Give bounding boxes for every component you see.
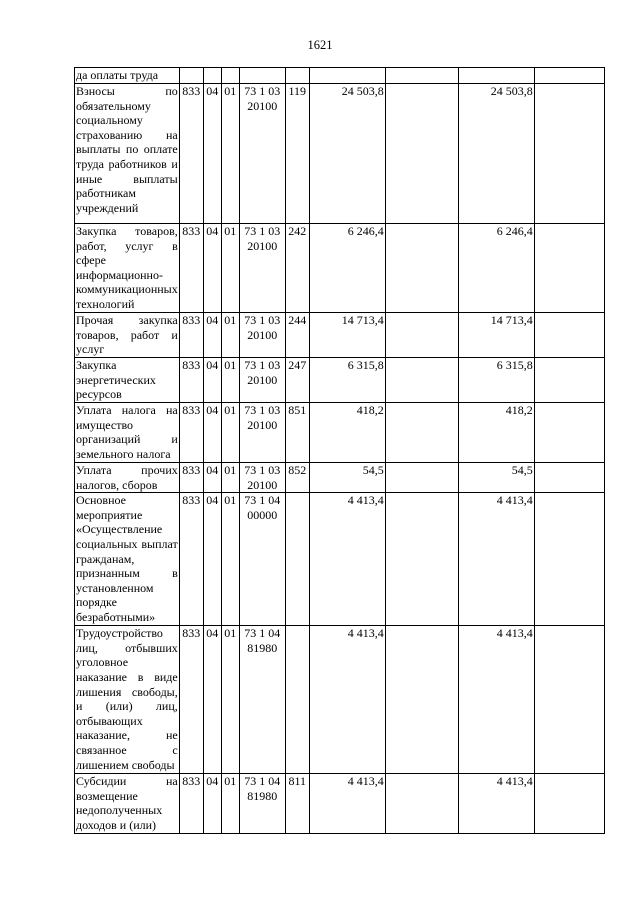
target-article-suffix: 81980	[247, 788, 278, 803]
amount-own: 418,2	[458, 403, 534, 463]
subsection-code: 01	[221, 626, 239, 774]
amount-subvention	[385, 626, 458, 774]
amount-own: 6 315,8	[458, 358, 534, 403]
section-code: 04	[203, 774, 221, 834]
ministry-code: 833	[179, 463, 203, 493]
ministry-code: 833	[179, 493, 203, 626]
target-article-code	[239, 68, 285, 84]
expense-type-code: 242	[285, 224, 309, 313]
amount-extra	[534, 463, 604, 493]
amount-subvention	[385, 358, 458, 403]
amount-subvention	[385, 68, 458, 84]
expense-type-code: 852	[285, 463, 309, 493]
expense-type-code: 244	[285, 313, 309, 358]
target-article-suffix: 20100	[247, 98, 278, 113]
target-article-suffix: 20100	[247, 327, 278, 342]
section-code: 04	[203, 313, 221, 358]
amount-subvention	[385, 463, 458, 493]
section-code: 04	[203, 358, 221, 403]
amount-extra	[534, 224, 604, 313]
table-row	[75, 626, 605, 774]
amount-subvention	[385, 774, 458, 834]
target-article-part: 73 1 03	[244, 224, 281, 238]
subsection-code: 01	[221, 313, 239, 358]
row-name: Субсидии на возмещение недополученных доходов и (или)	[76, 774, 178, 832]
target-article-code	[239, 224, 285, 313]
amount-subvention	[385, 84, 458, 224]
amount-total: 6 246,4	[309, 224, 385, 313]
target-article-suffix: 81980	[247, 640, 278, 655]
target-article-code	[239, 493, 285, 626]
amount-own	[458, 68, 534, 84]
row-name: Уплата прочих налогов, сборов	[76, 463, 178, 492]
subsection-code: 01	[221, 84, 239, 224]
row-name: Прочая закупка товаров, работ и услуг	[76, 313, 178, 357]
amount-subvention	[385, 313, 458, 358]
amount-extra	[534, 84, 604, 224]
amount-own: 4 413,4	[458, 774, 534, 834]
expense-type-code	[285, 626, 309, 774]
table-row	[75, 84, 605, 224]
section-code: 04	[203, 626, 221, 774]
target-article-part: 73 1 03	[244, 84, 281, 98]
amount-subvention	[385, 224, 458, 313]
target-article-part: 73 1 03	[244, 403, 281, 417]
budget-table	[74, 67, 605, 834]
section-code: 04	[203, 403, 221, 463]
ministry-code: 833	[179, 774, 203, 834]
amount-total: 54,5	[309, 463, 385, 493]
section-code	[203, 68, 221, 84]
ministry-code: 833	[179, 626, 203, 774]
section-code: 04	[203, 84, 221, 224]
table-row	[75, 358, 605, 403]
expense-type-code	[285, 493, 309, 626]
expense-type-code: 811	[285, 774, 309, 834]
amount-total: 4 413,4	[309, 626, 385, 774]
expense-type-code: 119	[285, 84, 309, 224]
expense-type-code	[285, 68, 309, 84]
subsection-code: 01	[221, 403, 239, 463]
target-article-suffix: 20100	[247, 477, 278, 492]
table-row	[75, 493, 605, 626]
amount-own: 14 713,4	[458, 313, 534, 358]
table-row	[75, 403, 605, 463]
target-article-code	[239, 313, 285, 358]
amount-subvention	[385, 403, 458, 463]
target-article-code	[239, 463, 285, 493]
table-row	[75, 313, 605, 358]
target-article-suffix: 00000	[247, 507, 278, 522]
section-code: 04	[203, 224, 221, 313]
amount-extra	[534, 774, 604, 834]
target-article-part: 73 1 03	[244, 313, 281, 327]
row-name: Основное мероприятие «Осуществление социальных выплат гражданам, признанным в установленном порядке безработными»	[76, 493, 178, 624]
target-article-code	[239, 84, 285, 224]
row-name: Уплата налога на имущество организаций и земельного налога	[76, 403, 178, 461]
target-article-suffix: 20100	[247, 417, 278, 432]
target-article-code	[239, 774, 285, 834]
amount-own: 6 246,4	[458, 224, 534, 313]
amount-total: 6 315,8	[309, 358, 385, 403]
amount-own: 24 503,8	[458, 84, 534, 224]
ministry-code: 833	[179, 358, 203, 403]
amount-total	[309, 68, 385, 84]
target-article-part: 73 1 04	[244, 493, 281, 508]
ministry-code: 833	[179, 224, 203, 313]
amount-total: 4 413,4	[309, 493, 385, 626]
amount-extra	[534, 626, 604, 774]
subsection-code: 01	[221, 224, 239, 313]
ministry-code: 833	[179, 84, 203, 224]
table-row	[75, 463, 605, 493]
expense-type-code: 247	[285, 358, 309, 403]
amount-own: 54,5	[458, 463, 534, 493]
page-number: 1621	[307, 38, 333, 52]
target-article-suffix: 20100	[247, 372, 278, 387]
subsection-code: 01	[221, 358, 239, 403]
amount-total: 418,2	[309, 403, 385, 463]
target-article-code	[239, 626, 285, 774]
row-name: Закупка энергетических ресурсов	[75, 358, 180, 403]
subsection-code: 01	[221, 493, 239, 626]
row-name: Взносы по обязательному социальному страхованию на выплаты по оплате труда работников и иные выплаты работникам учреждений	[75, 84, 180, 224]
amount-total: 24 503,8	[309, 84, 385, 224]
target-article-suffix: 20100	[247, 238, 278, 253]
subsection-code	[221, 68, 239, 84]
amount-total: 14 713,4	[309, 313, 385, 358]
ministry-code	[179, 68, 203, 84]
amount-extra	[534, 68, 604, 84]
expense-type-code: 851	[285, 403, 309, 463]
target-article-part: 73 1 03	[244, 358, 281, 372]
table-row	[75, 774, 605, 834]
budget-table-body	[75, 68, 605, 834]
target-article-part: 73 1 04	[244, 626, 281, 641]
amount-extra	[534, 493, 604, 626]
target-article-code	[239, 358, 285, 403]
amount-subvention	[385, 493, 458, 626]
ministry-code: 833	[179, 403, 203, 463]
target-article-code	[239, 403, 285, 463]
amount-total: 4 413,4	[309, 774, 385, 834]
amount-extra	[534, 358, 604, 403]
section-code: 04	[203, 463, 221, 493]
table-row	[75, 68, 605, 84]
amount-own: 4 413,4	[458, 626, 534, 774]
section-code: 04	[203, 493, 221, 626]
table-row	[75, 224, 605, 313]
row-name: да оплаты труда	[75, 68, 180, 84]
row-name: Закупка товаров, работ, услуг в сфере информационно-коммуникационных технологий	[76, 224, 178, 311]
row-name: Трудоустройство лиц, отбывших уголовное наказание в виде лишения свободы, и (или) лиц, отбывающих наказание, не связанное с лишением свободы	[75, 626, 180, 774]
amount-extra	[534, 313, 604, 358]
amount-own: 4 413,4	[458, 493, 534, 626]
ministry-code: 833	[179, 313, 203, 358]
target-article-part: 73 1 03	[244, 463, 281, 477]
target-article-part: 73 1 04	[244, 774, 281, 789]
subsection-code: 01	[221, 463, 239, 493]
subsection-code: 01	[221, 774, 239, 834]
amount-extra	[534, 403, 604, 463]
